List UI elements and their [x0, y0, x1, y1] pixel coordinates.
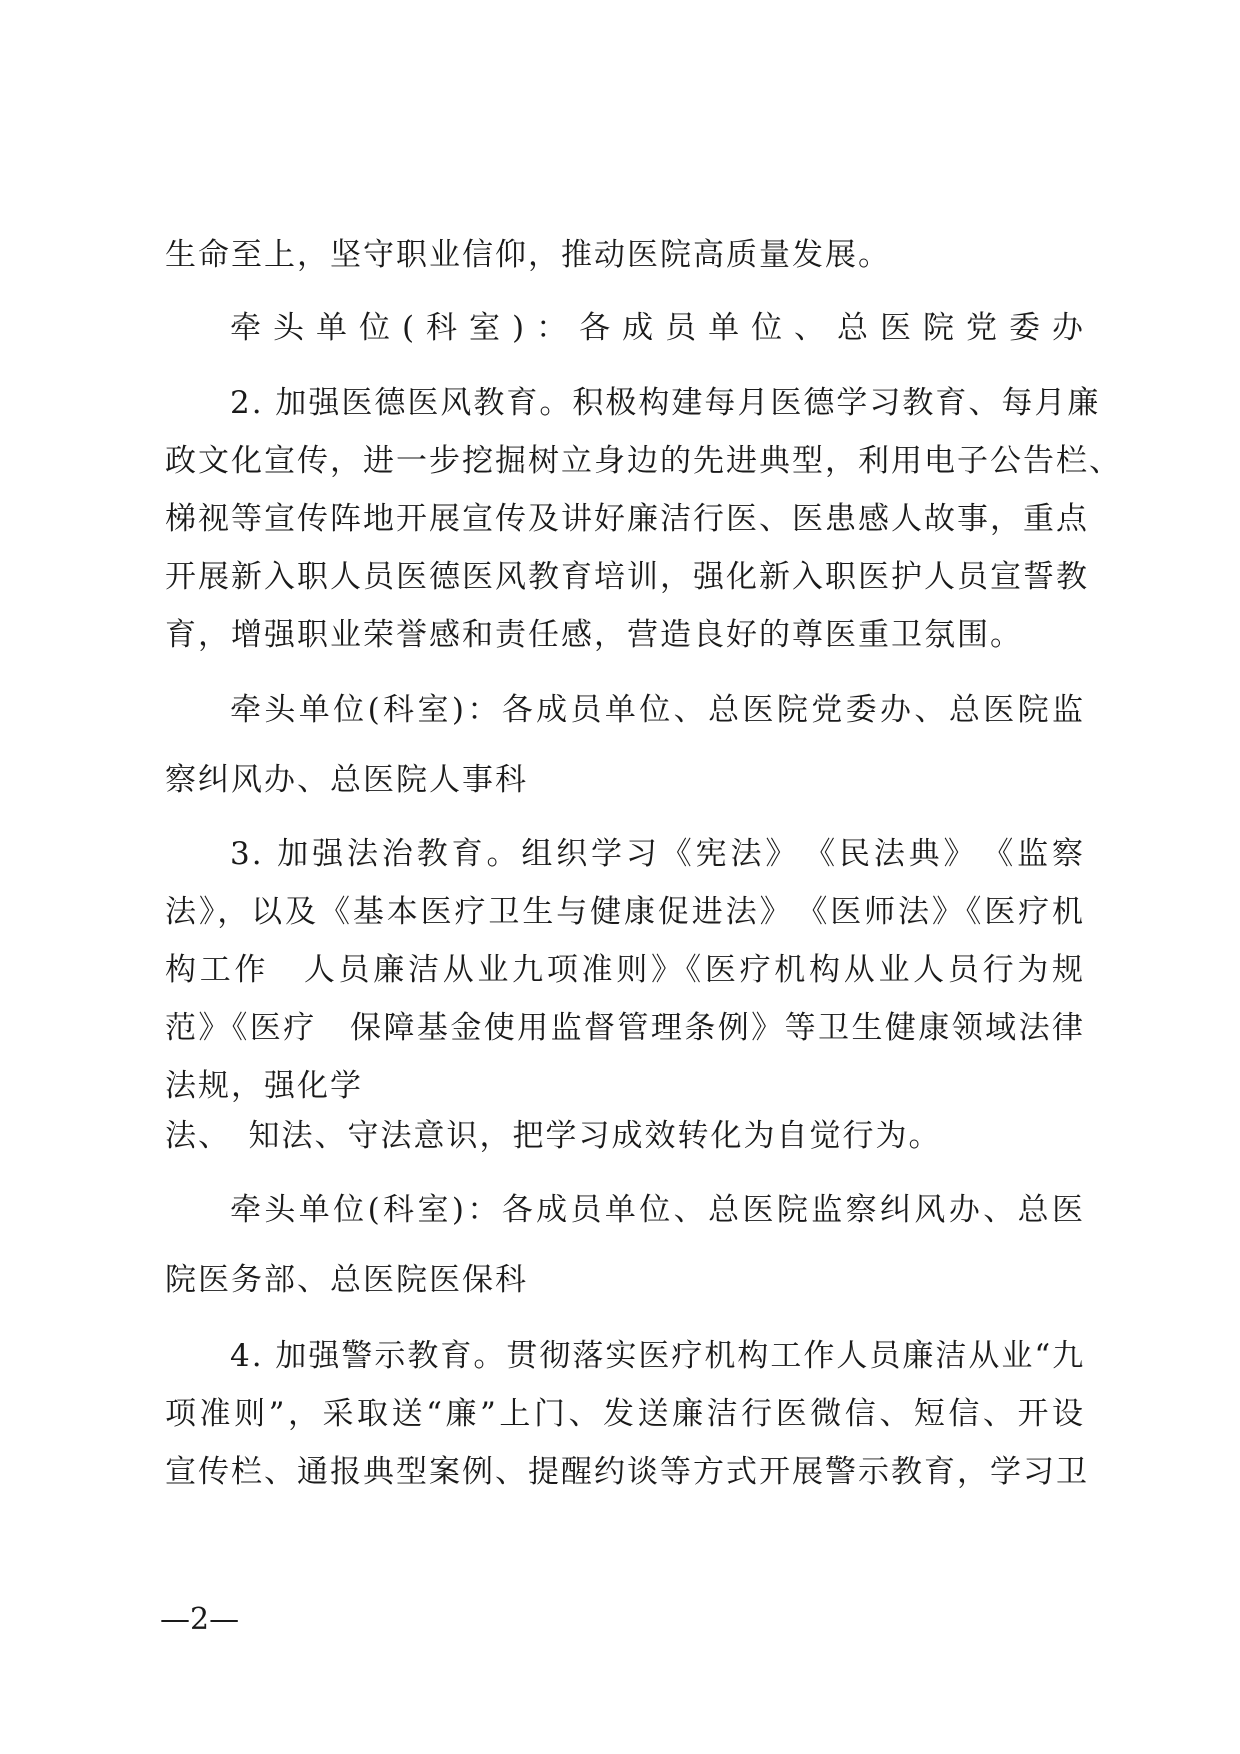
lead-unit-line: 院医务部、总医院医保科 [165, 1262, 528, 1298]
text-line: 开展新入职人员医德医风教育培训，强化新入职医护人员宣誓教 [165, 559, 1089, 595]
lead-unit-line: 察纠风办、总医院人事科 [165, 762, 528, 798]
text-line: 范》《医疗 保障基金使用监督管理条例》等卫生健康领域法律 [165, 1010, 1085, 1046]
text-line: 法规，强化学 [165, 1068, 363, 1104]
text-line: 宣传栏、通报典型案例、提醒约谈等方式开展警示教育，学习卫 [165, 1454, 1089, 1490]
text-line: 梯视等宣传阵地开展宣传及讲好廉洁行医、医患感人故事，重点 [165, 501, 1089, 537]
page-number: —2— [160, 1602, 240, 1637]
text-line: 构工作 人员廉洁从业九项准则》《医疗机构从业人员行为规 [165, 952, 1085, 988]
section-heading-line: 4. 加强警示教育。贯彻落实医疗机构工作人员廉洁从业“九 [230, 1338, 1086, 1374]
text-line: 法》，以及《基本医疗卫生与健康促进法》 《医师法》《医疗机 [165, 894, 1085, 930]
text-line: 育，增强职业荣誉感和责任感，营造良好的尊医重卫氛围。 [165, 617, 1023, 653]
section-heading-line: 3. 加强法治教育。组织学习《宪法》 《民法典》 《监察 [230, 836, 1085, 872]
lead-unit-line: 牵头单位(科室)：各成员单位、总医院党委办、总医院监 [230, 692, 1085, 728]
text-line: 政文化宣传，进一步挖掘树立身边的先进典型，利用电子公告栏、 [165, 443, 1122, 479]
lead-unit-line: 牵头单位(科室)：各成员单位、总医院监察纠风办、总医 [230, 1192, 1085, 1228]
text-line: 生命至上，坚守职业信仰，推动医院高质量发展。 [165, 237, 891, 273]
section-heading-line: 2. 加强医德医风教育。积极构建每月医德学习教育、每月廉 [230, 385, 1101, 421]
lead-unit-line: 牵头单位(科室)：各成员单位、总医院党委办 [230, 310, 1085, 346]
text-line: 法、 知法、守法意识，把学习成效转化为自觉行为。 [165, 1118, 942, 1154]
text-line: 项准则”，采取送“廉”上门、发送廉洁行医微信、短信、开设 [165, 1396, 1085, 1432]
